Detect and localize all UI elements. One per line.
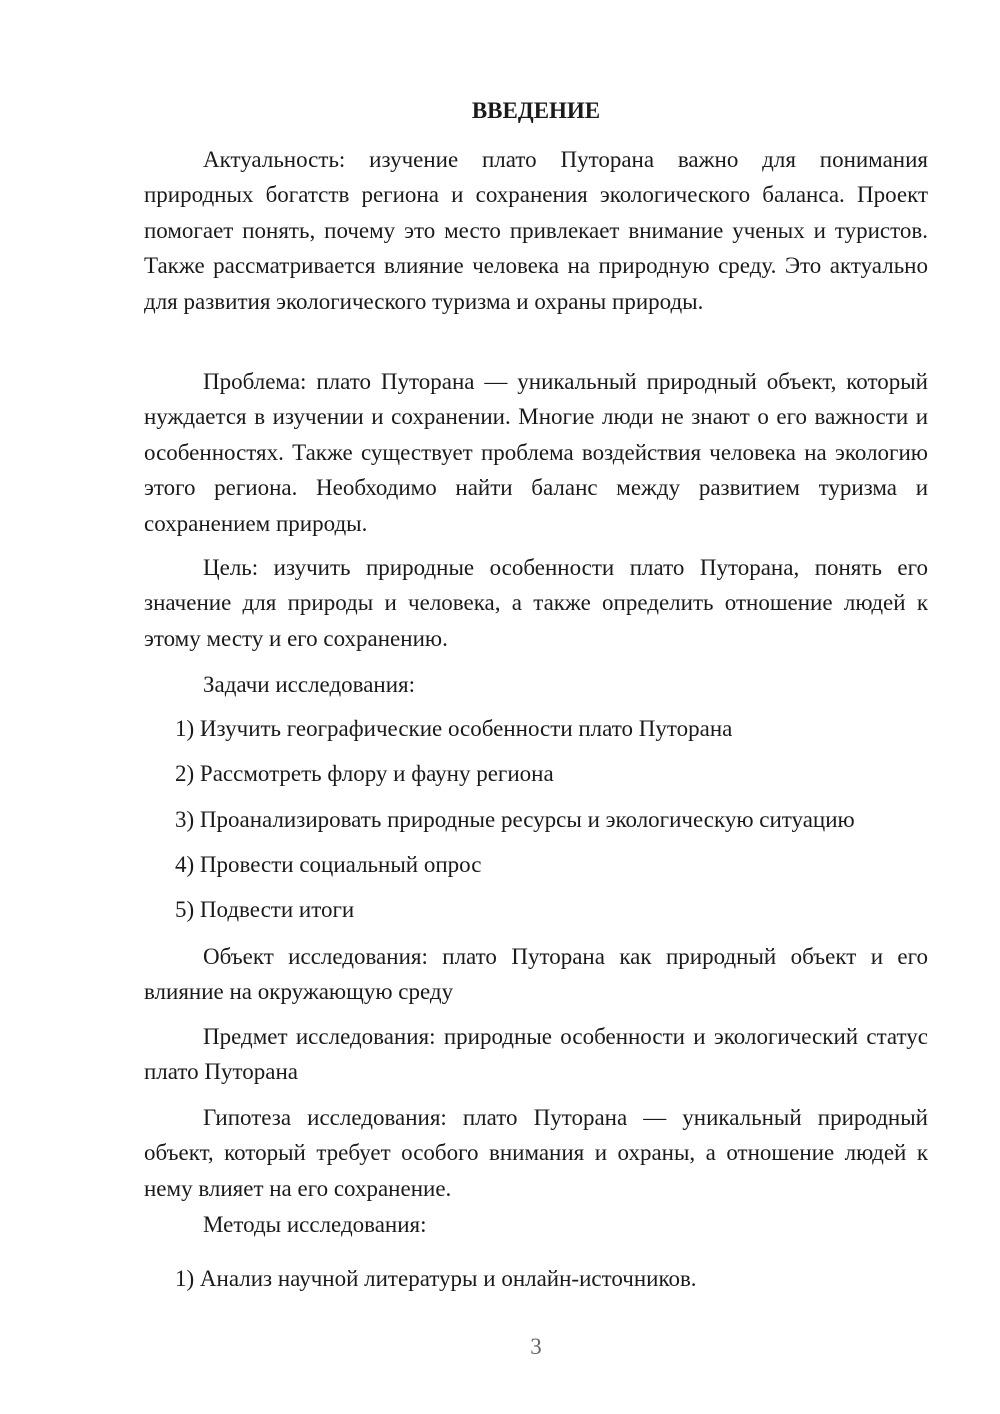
subject-paragraph: Предмет исследования: природные особенности и экологический статус плато Путорана <box>144 1024 928 1085</box>
problem-paragraph: Проблема: плато Путорана — уникальный природный объект, который нуждается в изучении и сохранении. Многие люди не знают о его важности и особенностях. Также существует проблема воздействия человека на экологию этого региона. Необходимо найти баланс между развитием туризма и сохранением природы. <box>144 369 928 536</box>
relevance-paragraph: Актуальность: изучение плато Путорана важно для понимания природных богатств региона и сохранения экологического баланса. Проект помогает понять, почему это место привлекает внимание ученых и туристов. Также рассматривается влияние человека на природную среду. Это актуально для развития экологического туризма и охраны природы. <box>144 147 928 314</box>
method-item: 1) Анализ научной литературы и онлайн-источников. <box>175 1266 697 1291</box>
task-item: 5) Подвести итоги <box>175 897 355 922</box>
task-item: 3) Проанализировать природные ресурсы и экологическую ситуацию <box>175 807 855 832</box>
hypothesis-paragraph: Гипотеза исследования: плато Путорана — уникальный природный объект, который требует особого внимания и охраны, а отношение людей к нему влияет на его сохранение. <box>144 1105 928 1201</box>
task-item: 1) Изучить географические особенности плато Путорана <box>175 716 733 741</box>
task-item: 4) Провести социальный опрос <box>175 852 482 877</box>
tasks-heading: Задачи исследования: <box>203 672 416 697</box>
page-title: ВВЕДЕНИЕ <box>471 98 601 123</box>
task-item: 2) Рассмотреть флору и фауну региона <box>175 761 554 786</box>
goal-paragraph: Цель: изучить природные особенности плато Путорана, понять его значение для природы и человека, а также определить отношение людей к этому месту и его сохранению. <box>144 555 928 651</box>
methods-heading: Методы исследования: <box>203 1212 427 1237</box>
object-paragraph: Объект исследования: плато Путорана как природный объект и его влияние на окружающую среду <box>144 944 928 1005</box>
page-number: 3 <box>530 1334 542 1359</box>
